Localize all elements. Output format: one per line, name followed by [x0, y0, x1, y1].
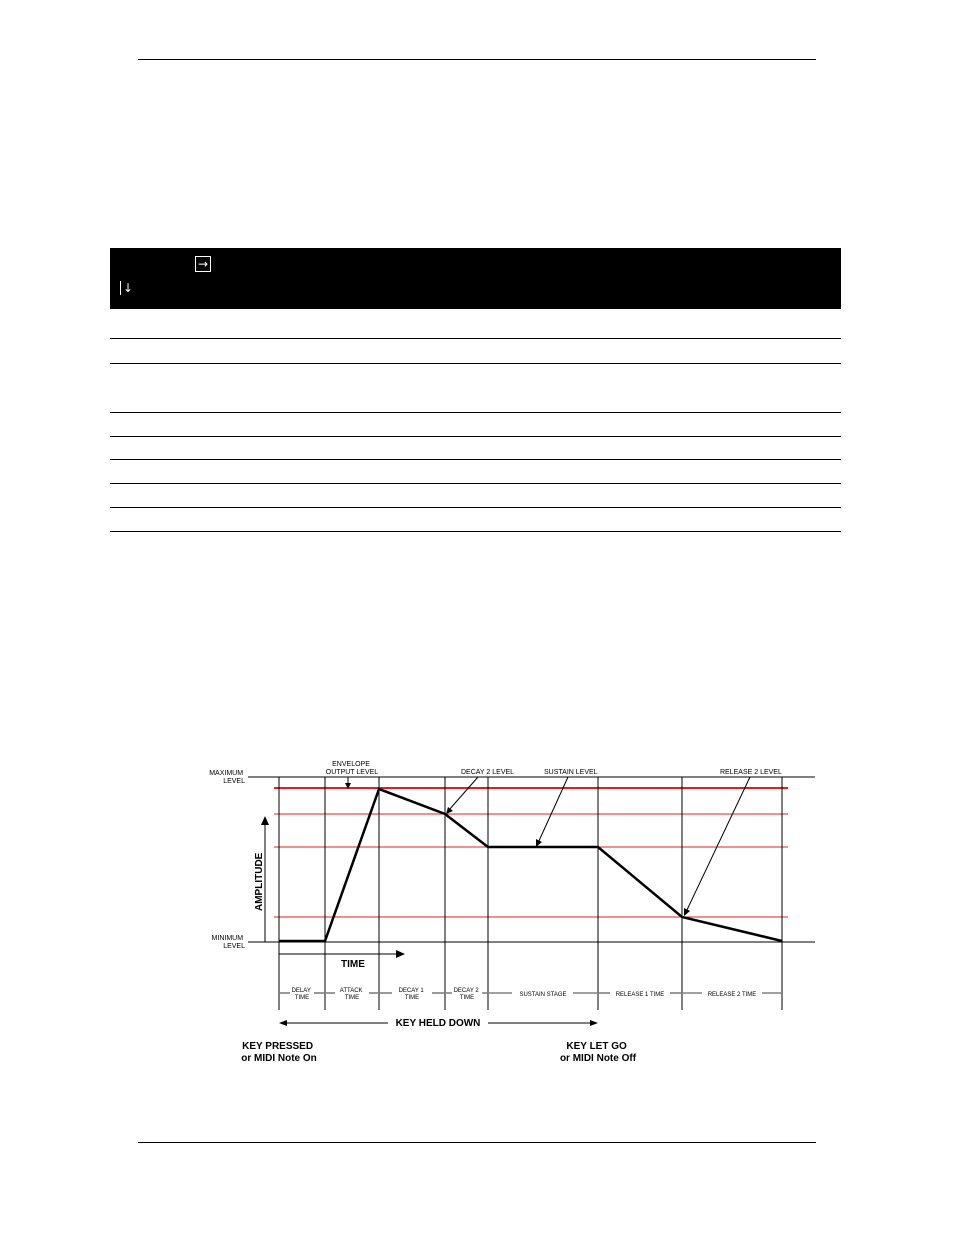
stage-label-release2: RELEASE 2 TIME: [707, 992, 757, 998]
top-rule: [138, 59, 816, 60]
decay2-pointer: [449, 777, 478, 810]
stage-label-decay2: DECAY 2 TIME: [453, 988, 479, 1001]
table-row-divider: [110, 531, 841, 532]
stage-label-release1: RELEASE 1 TIME: [615, 992, 665, 998]
minimum-level-label: MINIMUM LEVEL: [211, 935, 245, 950]
left-arrow-icon: [279, 1020, 287, 1026]
envelope-curve: [279, 789, 782, 941]
bottom-rule: [138, 1142, 816, 1143]
amplitude-arrow-icon: [261, 816, 269, 825]
envelope-output-level-label: ENVELOPE OUTPUT LEVEL: [325, 761, 379, 776]
envelope-diagram: [190, 755, 830, 1075]
table-row-divider: [110, 338, 841, 339]
table-row-divider: [110, 483, 841, 484]
maximum-level-label: MAXIMUM LEVEL: [209, 770, 245, 785]
decay2-level-label: DECAY 2 LEVEL: [461, 769, 515, 776]
sustain-pointer: [538, 777, 568, 843]
amplitude-label: AMPLITUDE: [254, 852, 265, 911]
right-arrow-icon: →: [195, 256, 211, 272]
stage-label-delay: DELAY TIME: [291, 988, 311, 1001]
release2-pointer: [686, 777, 750, 912]
key-let-go-label: KEY LET GO or MIDI Note Off: [559, 1041, 637, 1064]
key-pressed-label: KEY PRESSED or MIDI Note On: [241, 1041, 317, 1064]
sustain-level-label: SUSTAIN LEVEL: [544, 769, 598, 776]
stage-label-decay1: DECAY 1 TIME: [398, 988, 424, 1001]
pointer-arrow-icon: [446, 807, 453, 814]
table-row-divider: [110, 459, 841, 460]
stage-label-sustain: SUSTAIN STAGE: [519, 992, 567, 998]
stage-label-attack: ATTACK TIME: [339, 988, 363, 1001]
table-header-bar: [110, 248, 841, 309]
time-arrow-icon: [396, 950, 405, 958]
table-row-divider: [110, 507, 841, 508]
down-arrow-icon: ↓: [120, 281, 135, 295]
table-row-divider: [110, 363, 841, 364]
table-row-divider: [110, 436, 841, 437]
key-held-down-label: KEY HELD DOWN: [395, 1018, 481, 1029]
release2-level-label: RELEASE 2 LEVEL: [720, 769, 782, 776]
time-label: TIME: [341, 959, 365, 970]
table-row-divider: [110, 412, 841, 413]
stage-dividers: [279, 777, 782, 1010]
right-arrow-icon: [590, 1020, 598, 1026]
